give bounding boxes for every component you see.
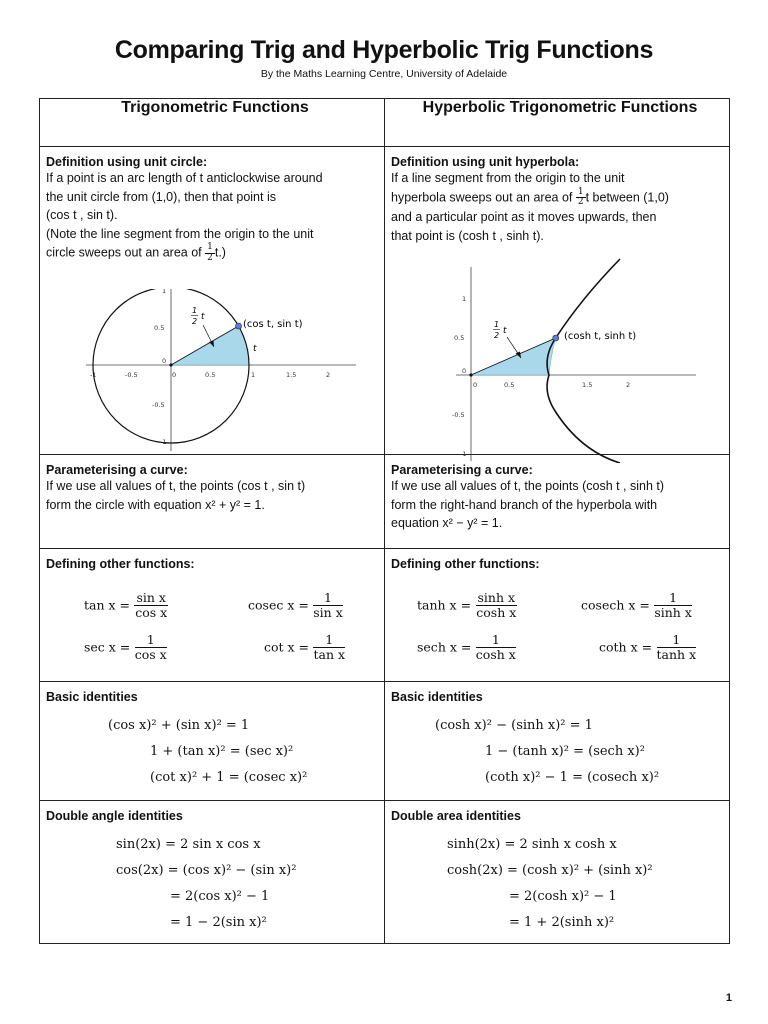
fraction-numerator: 1 — [207, 242, 213, 252]
y-tick: 0 — [462, 367, 467, 375]
x-tick: 1.5 — [286, 371, 297, 379]
formula-fraction — [313, 591, 343, 620]
coth-definition — [599, 633, 696, 662]
text-fragment: t.) — [214, 245, 226, 260]
graph-label-t: t — [201, 312, 205, 322]
fraction-numerator: 1 — [135, 633, 167, 648]
parameterising-hyperbolic-cell — [385, 455, 730, 549]
double-angle-cell — [40, 801, 385, 944]
x-tick-labels — [90, 371, 330, 379]
row-heading: Double angle identities — [46, 809, 183, 823]
page-title: Comparing Trig and Hyperbolic Trig Functions — [114, 36, 654, 64]
unit-circle-cell — [40, 147, 385, 455]
x-tick: 0 — [473, 381, 478, 389]
text-line: the unit circle from (1,0), then that point is — [46, 189, 276, 204]
other-functions-trig-cell — [40, 549, 385, 682]
graph-label-t: t — [503, 326, 507, 336]
formula-lhs: tan x = — [84, 597, 130, 613]
fraction-denominator: 2 — [207, 252, 213, 263]
row-heading: Basic identities — [46, 690, 138, 704]
x-tick-labels — [473, 381, 630, 389]
identity-equation: sinh(2x) = 2 sinh x cosh x — [447, 837, 617, 852]
x-tick: 1.5 — [582, 381, 593, 389]
identity-equation: (cot x)² + 1 = (cosec x)² — [150, 770, 308, 785]
y-tick: 0.5 — [454, 334, 465, 342]
origin-marker — [469, 373, 472, 376]
fraction-denominator: cosh x — [476, 604, 517, 620]
text-line — [46, 243, 384, 264]
sec-definition — [84, 633, 167, 662]
formula-lhs: sech x = — [417, 639, 472, 655]
identity-equation: = 2(cos x)² − 1 — [170, 889, 270, 904]
graph-label-half: 1 — [494, 320, 500, 329]
y-tick: 0.5 — [154, 324, 165, 332]
row-heading: Double area identities — [391, 809, 521, 823]
formula-fraction — [134, 591, 168, 620]
x-tick: 0.5 — [205, 371, 216, 379]
row-heading: Basic identities — [391, 690, 483, 704]
point-label: (cosh t, sinh t) — [564, 331, 637, 342]
formula-fraction — [657, 633, 697, 662]
cosec-definition — [248, 591, 343, 620]
fraction-numerator: 1 — [313, 591, 343, 606]
fraction-denominator: 2 — [577, 197, 584, 208]
fraction-denominator: tanh x — [656, 646, 697, 662]
identity-equation: cos(2x) = (cos x)² − (sin x)² — [116, 863, 297, 878]
sech-definition — [417, 633, 516, 662]
identity-equation: 1 + (tan x)² = (sec x)² — [150, 744, 294, 759]
page-subtitle: By the Maths Learning Centre, University of Adelaide — [260, 68, 508, 80]
origin-marker — [169, 363, 172, 366]
x-tick: 2 — [326, 371, 331, 379]
other-functions-hyperbolic-cell — [385, 549, 730, 682]
row-heading: Parameterising a curve: — [391, 463, 533, 477]
formula-fraction — [476, 633, 516, 662]
formula-lhs: coth x = — [599, 639, 653, 655]
text-line: If we use all values of t, the points (cos t , sin t) — [46, 479, 306, 493]
identity-equation: cosh(2x) = (cosh x)² + (sinh x)² — [447, 863, 653, 878]
x-tick: 0 — [172, 371, 177, 379]
fraction-denominator: tan x — [313, 646, 346, 662]
fraction-denominator: sin x — [313, 604, 343, 620]
text-line: If a point is an arc length of t anticlockwise around — [46, 171, 323, 185]
row-heading: Definition using unit circle: — [46, 155, 208, 169]
text-line: (Note the line segment from the origin to the unit — [46, 226, 314, 241]
column-header-trig: Trigonometric Functions — [40, 99, 385, 147]
tan-definition — [84, 591, 168, 620]
formula-fraction — [654, 591, 692, 620]
identity-equation: (coth x)² − 1 = (cosech x)² — [485, 770, 660, 785]
text-line: and a particular point as it moves upwards, then — [391, 210, 657, 225]
y-tick: 0 — [162, 357, 167, 365]
unit-hyperbola-graph — [391, 251, 721, 463]
point-marker — [553, 335, 559, 341]
hyperbola-branch — [547, 259, 620, 463]
text-line: If we use all values of t, the points (cosh t , sinh t) — [391, 479, 665, 493]
arc-label: t — [253, 344, 257, 354]
fraction-denominator: cos x — [134, 646, 167, 662]
x-tick: 1 — [251, 371, 256, 379]
fraction-numerator: 1 — [313, 633, 345, 648]
text-fragment: circle sweeps out an area of — [46, 245, 206, 260]
text-line: form the circle with equation x² + y² = 1. — [46, 497, 265, 512]
y-tick: 1 — [462, 295, 467, 303]
y-tick: 1 — [162, 289, 167, 295]
fraction-numerator: sinh x — [477, 590, 516, 605]
point-label: (cos t, sin t) — [243, 319, 303, 330]
text-line: If a line segment from the origin to the unit — [391, 171, 625, 185]
swept-area — [171, 326, 249, 365]
graph-label-two: 2 — [494, 331, 500, 340]
y-tick: -1 — [160, 438, 167, 446]
text-fragment: hyperbola sweeps out an area of — [391, 190, 576, 205]
formula-lhs: cosec x = — [248, 597, 309, 613]
fraction-numerator: 1 — [577, 186, 584, 197]
column-header-hyperbolic: Hyperbolic Trigonometric Functions — [385, 99, 730, 147]
identity-equation: = 1 + 2(sinh x)² — [509, 915, 615, 930]
cosech-definition — [581, 591, 692, 620]
identity-equation: (cos x)² + (sin x)² = 1 — [108, 718, 250, 733]
point-marker — [236, 323, 242, 329]
fraction-numerator: 1 — [657, 633, 697, 648]
y-tick: -0.5 — [152, 401, 165, 409]
y-tick: -1 — [460, 450, 467, 458]
identity-equation: = 1 − 2(sin x)² — [170, 915, 267, 930]
x-tick: 0.5 — [504, 381, 515, 389]
formula-lhs: tanh x = — [417, 597, 472, 613]
text-fragment: t between (1,0) — [585, 190, 669, 205]
fraction-denominator: sinh x — [654, 604, 692, 620]
double-area-cell — [385, 801, 730, 944]
fraction-numerator: 1 — [476, 633, 516, 648]
unit-hyperbola-cell — [385, 147, 730, 458]
half-fraction — [576, 188, 586, 209]
basic-identities-hyperbolic-cell — [385, 682, 730, 801]
cot-definition — [264, 633, 345, 662]
fraction-numerator: sin x — [136, 590, 166, 605]
row-heading: Defining other functions: — [46, 557, 195, 571]
unit-circle-graph — [46, 289, 366, 457]
graph-label-half: 1 — [192, 306, 198, 315]
text-line: (cos t , sin t). — [46, 208, 118, 222]
formula-fraction — [476, 591, 518, 620]
text-line: form the right-hand branch of the hyperbola with — [391, 497, 658, 512]
formula-fraction — [313, 633, 345, 662]
y-tick-labels — [452, 295, 466, 458]
row-heading: Definition using unit hyperbola: — [391, 155, 580, 169]
formula-lhs: cot x = — [264, 639, 310, 655]
row-heading: Parameterising a curve: — [46, 463, 188, 477]
half-fraction — [205, 243, 215, 264]
fraction-numerator: 1 — [654, 591, 692, 606]
tanh-definition — [417, 591, 517, 620]
comparison-table — [39, 98, 730, 944]
x-tick: 2 — [626, 381, 631, 389]
x-tick: -1 — [90, 371, 97, 379]
fraction-denominator: cos x — [135, 604, 168, 620]
formula-lhs: sec x = — [84, 639, 131, 655]
basic-identities-trig-cell — [40, 682, 385, 801]
y-tick: -0.5 — [452, 411, 465, 419]
page-number: 1 — [725, 992, 732, 1004]
x-tick: -0.5 — [125, 371, 138, 379]
text-line: that point is (cosh t , sinh t). — [391, 228, 544, 243]
row-heading: Defining other functions: — [391, 557, 540, 571]
identity-equation: 1 − (tanh x)² = (sech x)² — [485, 744, 645, 759]
y-tick-labels — [152, 289, 166, 446]
identity-equation: = 2(cosh x)² − 1 — [509, 889, 617, 904]
graph-label-two: 2 — [192, 317, 198, 326]
parameterising-trig-cell — [40, 455, 385, 549]
formula-lhs: cosech x = — [581, 597, 650, 613]
text-line: equation x² − y² = 1. — [391, 516, 503, 530]
formula-fraction — [135, 633, 167, 662]
identity-equation: (cosh x)² − (sinh x)² = 1 — [435, 718, 593, 733]
text-line — [391, 188, 729, 209]
identity-equation: sin(2x) = 2 sin x cos x — [116, 837, 261, 852]
fraction-denominator: cosh x — [475, 646, 516, 662]
